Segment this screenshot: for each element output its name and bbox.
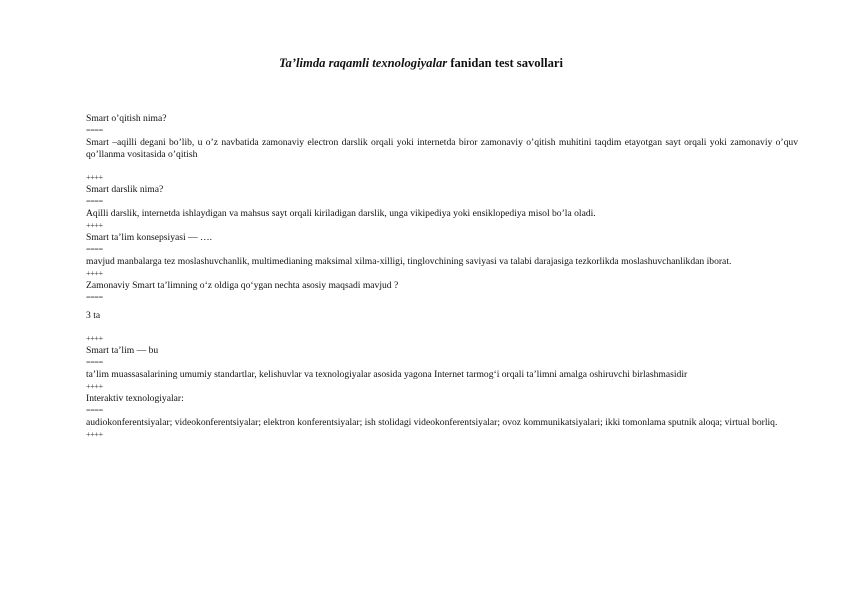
answer-separator: ++++ xyxy=(86,221,103,230)
question-separator: ==== xyxy=(86,406,103,415)
answer-separator: ++++ xyxy=(86,173,103,182)
answer-text: ta’lim muassasalarining umumiy standartlar, kelishuvlar va texnologiyalar asosida yagona Internet tarmog‘i orqali ta’limni amalga oshiruvchi birlashmasidir xyxy=(86,369,688,380)
question-list xyxy=(86,113,798,441)
answer-separator: ++++ xyxy=(86,430,103,439)
answer-text: audiokonferentsiyalar; videokonferentsiyalar; elektron konferentsiyalar; ish stolidagi videokonferentsiyalar; ovoz kommunikatsiyalari; ikki tomonlama sputnik aloqa; virtual borliq. xyxy=(86,417,778,428)
answer-text: Aqilli darslik, internetda ishlaydigan va mahsus sayt orqali kiriladigan darslik, unga vikipediya yoki ensiklopediya misol bo’la oladi. xyxy=(86,208,596,219)
spacer xyxy=(86,161,798,172)
question-separator: ==== xyxy=(86,358,103,367)
question-text: Interaktiv texnologiyalar: xyxy=(86,393,184,404)
answer-separator: ++++ xyxy=(86,382,103,391)
answer-text: Smart –aqilli degani bo’lib, u o’z navbatida zamonaviy electron darslik orqali yoki internetda biror zamonaviy o’qitish muhitini taqdim etayotgan sayt orqali yoki zamonaviy o’quv qo’llanma vositasida o’qitish xyxy=(86,137,798,160)
question-separator: ==== xyxy=(86,293,103,302)
question-separator: ==== xyxy=(86,245,103,254)
title-rest: fanidan test savollari xyxy=(447,56,563,70)
answer-separator: ++++ xyxy=(86,269,103,278)
spacer xyxy=(86,322,798,333)
answer-separator: ++++ xyxy=(86,334,103,343)
document-title xyxy=(0,56,842,71)
answer-text: 3 ta xyxy=(86,310,101,321)
question-text: Smart ta’lim — bu xyxy=(86,345,159,356)
question-separator: ==== xyxy=(86,197,103,206)
question-separator: ==== xyxy=(86,126,103,135)
question-text: Zamonaviy Smart ta’limning o‘z oldiga qo‘ygan nechta asosiy maqsadi mavjud ? xyxy=(86,280,399,291)
question-text: Smart darslik nima? xyxy=(86,184,164,195)
answer-text: mavjud manbalarga tez moslashuvchanlik, multimedianing maksimal xilma-xilligi, tinglovchining saviyasi va talabi darajasiga tezkorlikda moslashuvchanlikdan iborat. xyxy=(86,256,732,267)
title-subject: Ta’limda raqamli texnologiyalar xyxy=(279,56,448,70)
question-text: Smart o’qitish nima? xyxy=(86,113,167,124)
question-text: Smart ta’lim konsepsiyasi — …. xyxy=(86,232,213,243)
